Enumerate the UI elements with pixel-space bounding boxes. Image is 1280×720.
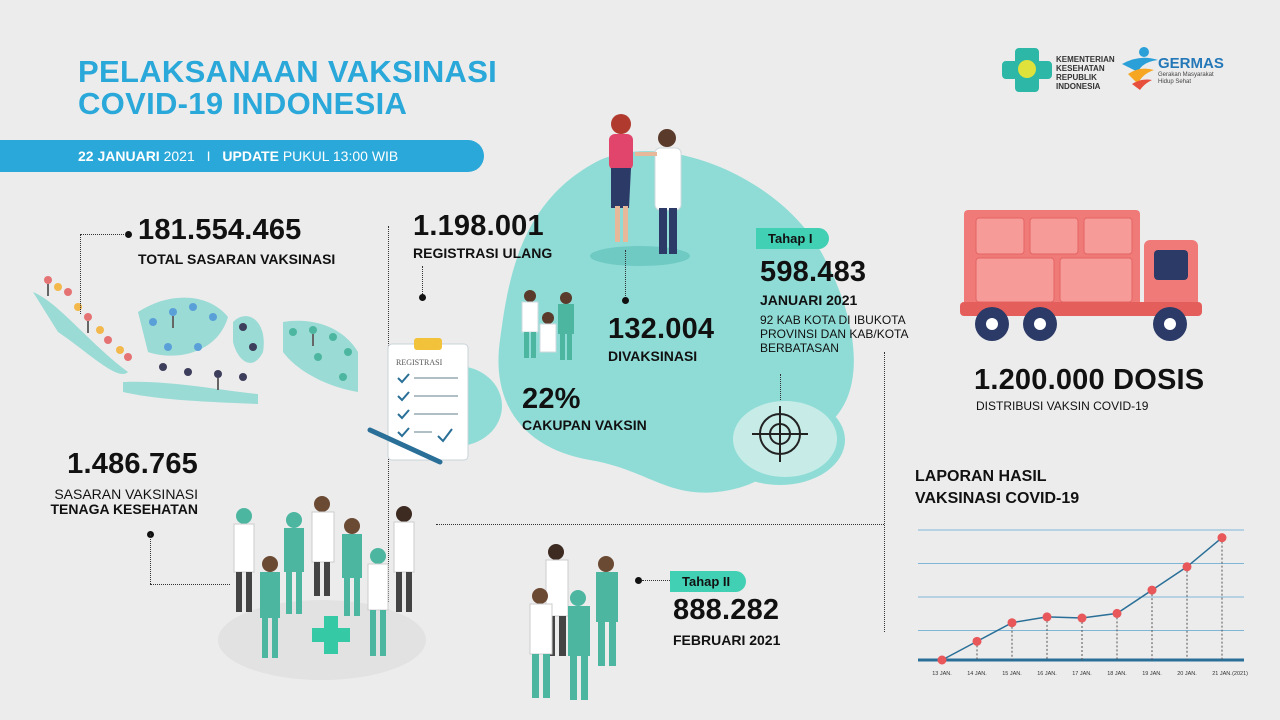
chart-point-5 <box>1113 609 1122 618</box>
tahap-2-period: FEBRUARI 2021 <box>673 632 781 648</box>
connector-vline-registrasi <box>422 266 423 296</box>
kemenkes-logo <box>1002 46 1052 92</box>
tahap-1-note: 92 KAB KOTA DI IBUKOTA PROVINSI DAN KAB/KOTA BERBATASAN <box>760 313 908 355</box>
chart-point-8 <box>1218 533 1227 542</box>
connector-vline-nakes <box>150 534 151 584</box>
connector-dot-tahap-2 <box>635 577 642 584</box>
cakupan-label: CAKUPAN VAKSIN <box>522 417 647 433</box>
germas-subtext: Gerakan Masyarakat Hidup Sehat <box>1158 72 1214 85</box>
update-label: UPDATE <box>222 148 279 164</box>
chart-point-1 <box>973 637 982 646</box>
connector-line-tahap-2 <box>642 580 670 581</box>
divider-right <box>884 352 885 632</box>
title-line-1: PELAKSANAAN VAKSINASI <box>78 54 498 89</box>
divaksinasi-value: 132.004 <box>608 313 715 345</box>
chart-title-line-1: LAPORAN HASIL <box>915 468 1047 485</box>
divaksinasi-label: DIVAKSINASI <box>608 348 698 364</box>
chart-tick-label-5: 18 JAN. <box>1107 671 1127 677</box>
registrasi-label: REGISTRASI ULANG <box>413 245 553 261</box>
vaccination-illustration <box>585 108 695 268</box>
chart-tick-label-1: 14 JAN. <box>967 671 987 677</box>
chart-point-3 <box>1043 612 1052 621</box>
connector-vline-total <box>80 234 81 314</box>
tahap-2-badge: Tahap II <box>670 571 746 592</box>
date-band <box>0 140 484 172</box>
chart-point-7 <box>1183 562 1192 571</box>
total-sasaran-label: TOTAL SASARAN VAKSINASI <box>138 251 336 267</box>
chart-tick-label-3: 16 JAN. <box>1037 671 1057 677</box>
connector-dot-registrasi <box>419 294 426 301</box>
connector-dot-total <box>125 231 132 238</box>
tahap-2-value: 888.282 <box>673 594 780 626</box>
health-workers-small <box>512 288 582 368</box>
health-workers-tahap-2 <box>520 540 630 705</box>
chart-tick-label-6: 19 JAN. <box>1142 671 1162 677</box>
distribusi-label: DISTRIBUSI VAKSIN COVID-19 <box>976 399 1149 413</box>
germas-logo-icon <box>1120 44 1160 90</box>
tahap-1-badge: Tahap I <box>756 228 829 249</box>
date-year: 2021 <box>159 148 195 164</box>
chart-point-4 <box>1078 614 1087 623</box>
health-workers-group <box>214 494 430 690</box>
tahap-1-period: JANUARI 2021 <box>760 292 858 308</box>
form-title: REGISTRASI <box>396 358 443 367</box>
chart-point-2 <box>1008 618 1017 627</box>
chart-tick-label-8: 21 JAN. <box>1212 671 1232 677</box>
connector-dot-divaksinasi <box>622 297 629 304</box>
registrasi-value: 1.198.001 <box>413 210 544 242</box>
nakes-label-2: TENAGA KESEHATAN <box>50 501 198 517</box>
tahap-1-value: 598.483 <box>760 256 867 288</box>
distribusi-value: 1.200.000 DOSIS <box>974 364 1205 396</box>
nakes-label-1: SASARAN VAKSINASI <box>54 486 198 502</box>
page-title <box>78 56 497 120</box>
kemenkes-text: KEMENTERIAN KESEHATAN REPUBLIK INDONESIA <box>1056 55 1115 91</box>
date-text: 22 JANUARI <box>78 148 160 164</box>
title-line-2: COVID-19 INDONESIA <box>78 86 408 121</box>
target-map-icon <box>730 394 840 484</box>
truck-illustration <box>958 206 1208 352</box>
chart-year-note: (2021) <box>1232 671 1248 677</box>
clipboard-illustration <box>362 336 502 466</box>
update-time: PUKUL 13:00 WIB <box>278 148 399 164</box>
cakupan-value: 22% <box>522 383 581 415</box>
chart-tick-label-7: 20 JAN. <box>1177 671 1197 677</box>
vaccination-line-chart <box>910 516 1260 688</box>
chart-title-line-2: VAKSINASI COVID-19 <box>915 490 1080 507</box>
total-sasaran-value: 181.554.465 <box>138 214 302 246</box>
chart-point-6 <box>1148 586 1157 595</box>
germas-text: GERMAS <box>1158 55 1224 72</box>
nakes-value: 1.486.765 <box>67 448 198 480</box>
chart-point-0 <box>938 656 947 665</box>
date-separator: I <box>206 148 211 164</box>
chart-tick-label-0: 13 JAN. <box>932 671 952 677</box>
divider-mid <box>436 524 884 525</box>
connector-line-total <box>80 234 126 235</box>
connector-vline-divaksinasi <box>625 250 626 298</box>
chart-tick-label-2: 15 JAN. <box>1002 671 1022 677</box>
chart-title <box>915 466 1079 510</box>
chart-tick-label-4: 17 JAN. <box>1072 671 1092 677</box>
chart-series-line <box>942 538 1222 660</box>
